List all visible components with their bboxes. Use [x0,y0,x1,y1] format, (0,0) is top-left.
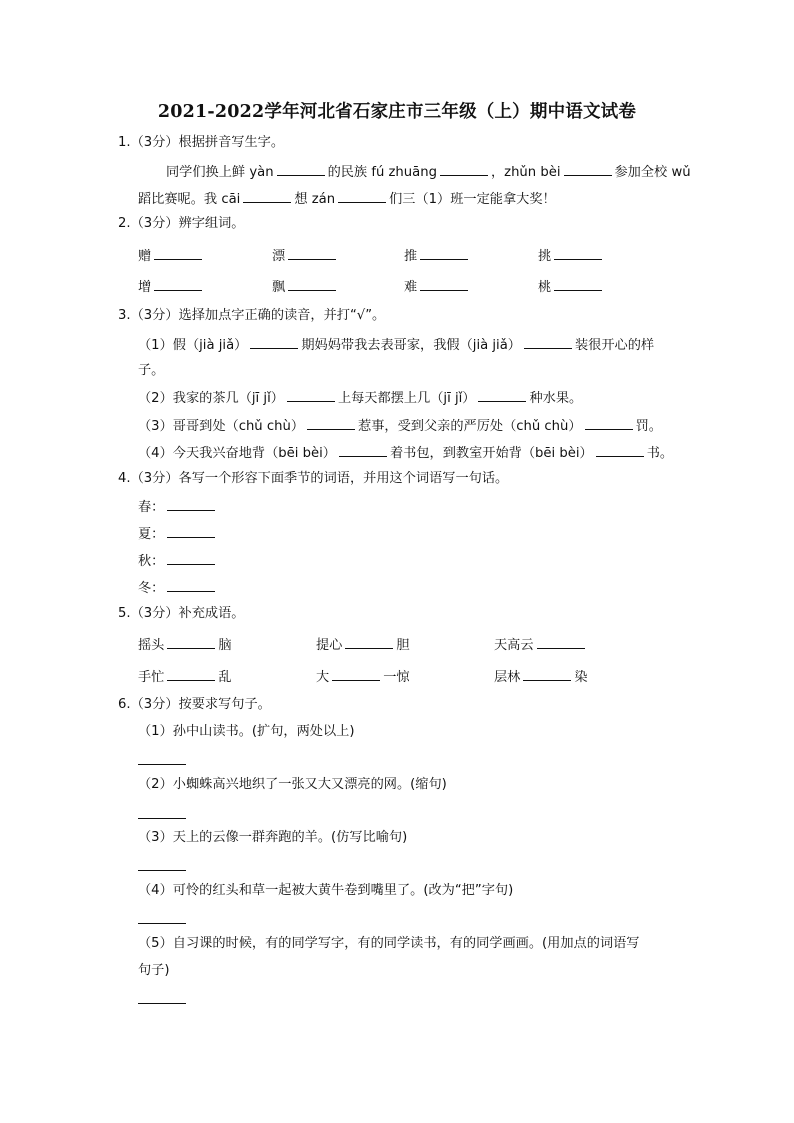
answer-blank[interactable] [420,277,468,291]
q6-task-3: （3）天上的云像一群奔跑的羊。(仿写比喻句) [138,830,408,845]
q1-text: 蹈比赛呢。我 cāi [138,192,241,207]
answer-blank[interactable] [167,667,215,681]
answer-blank[interactable] [564,162,612,176]
answer-blank[interactable] [167,635,215,649]
q2-item [272,277,339,297]
q2-heading: 2.（3分）辨字组词。 [118,216,245,231]
char: 难 [404,280,418,295]
answer-blank[interactable] [243,189,291,203]
idiom-part: 脑 [218,638,232,653]
answer-blank[interactable] [277,162,325,176]
q1-text: 同学们换上鲜 yàn [166,165,274,180]
q2-item [272,246,339,266]
answer-blank[interactable] [338,189,386,203]
answer-blank[interactable] [523,667,571,681]
answer-line[interactable] [138,869,186,871]
answer-blank[interactable] [440,162,488,176]
q3-sentence-2 [138,388,582,408]
idiom-part: 提心 [316,638,343,653]
answer-blank[interactable] [307,416,355,430]
q6-task-5-cont: 句子) [138,963,170,978]
idiom-part: 胆 [396,638,410,653]
q1-text: 们三（1）班一定能拿大奖！ [389,192,556,207]
q2-item [404,246,471,266]
char: 漂 [272,249,286,264]
answer-blank[interactable] [339,443,387,457]
q6-task-4: （4）可怜的红头和草一起被大黄牛卷到嘴里了。(改为“把”字句) [138,883,514,898]
idiom-item [494,635,588,655]
q4-heading: 4.（3分）各写一个形容下面季节的词语，并用这个词语写一句话。 [118,471,509,486]
q2-item [538,277,605,297]
q1-text: ，zhǔn bèi [490,165,561,180]
answer-blank[interactable] [554,246,602,260]
answer-blank[interactable] [596,443,644,457]
q1-line-2 [138,189,556,209]
q3-text: 种水果。 [529,391,583,406]
q4-item-summer [138,524,218,544]
season-label: 冬： [138,581,165,596]
q2-item [404,277,471,297]
answer-blank[interactable] [345,635,393,649]
answer-blank[interactable] [420,246,468,260]
q2-item [138,277,205,297]
idiom-item [494,667,588,687]
char: 增 [138,280,152,295]
q3-sentence-1-cont: 子。 [138,363,165,378]
season-label: 秋： [138,554,165,569]
q3-heading: 3.（3分）选择加点字正确的读音，并打“√”。 [118,308,386,323]
answer-line[interactable] [138,922,186,924]
char: 推 [404,249,418,264]
season-label: 夏： [138,527,165,542]
q6-task-5: （5）自习课的时候，有的同学写字，有的同学读书，有的同学画画。(用加点的词语写 [138,936,640,951]
idiom-part: 乱 [218,670,232,685]
answer-blank[interactable] [524,335,572,349]
idiom-item [138,667,232,687]
answer-blank[interactable] [167,497,215,511]
q1-line-1 [166,162,691,182]
idiom-part: 天高云 [494,638,534,653]
q6-task-2: （2）小蜘蛛高兴地织了一张又大又漂亮的网。(缩句) [138,777,447,792]
answer-blank[interactable] [167,578,215,592]
answer-blank[interactable] [554,277,602,291]
answer-line[interactable] [138,817,186,819]
q3-text: 罚。 [635,419,662,434]
q6-heading: 6.（3分）按要求写句子。 [118,697,271,712]
season-label: 春： [138,500,165,515]
idiom-part: 摇头 [138,638,165,653]
answer-blank[interactable] [478,388,526,402]
q3-text: 装很开心的样 [574,338,655,353]
q5-heading: 5.（3分）补充成语。 [118,606,245,621]
q3-text: 着书包，到教室开始背（bēi bèi） [389,446,593,461]
answer-line[interactable] [138,763,186,765]
q1-text: 想 zán [294,192,336,207]
q2-item [538,246,605,266]
q3-sentence-3 [138,416,662,436]
q3-text: 惹事，受到父亲的严厉处（chǔ chù） [358,419,582,434]
idiom-part: 大 [316,670,330,685]
q3-text: （4）今天我兴奋地背（bēi bèi） [138,446,336,461]
q3-text: （3）哥哥到处（chǔ chù） [138,419,305,434]
q4-item-winter [138,578,218,598]
q3-sentence-4 [138,443,673,463]
q2-item [138,246,205,266]
answer-blank[interactable] [287,388,335,402]
answer-blank[interactable] [288,246,336,260]
q1-heading: 1.（3分）根据拼音写生字。 [118,135,285,150]
q3-text: （2）我家的茶几（jī jǐ） [138,391,284,406]
q3-text: 期妈妈带我去表哥家，我假（jià jiǎ） [301,338,521,353]
q3-text: 上每天都摆上几（jī jǐ） [337,391,476,406]
q4-item-autumn [138,551,218,571]
char: 飘 [272,280,286,295]
char: 赠 [138,249,152,264]
answer-blank[interactable] [250,335,298,349]
char: 挑 [538,249,552,264]
char: 桃 [538,280,552,295]
answer-blank[interactable] [154,277,202,291]
answer-blank[interactable] [288,277,336,291]
q6-task-1: （1）孙中山读书。(扩句，两处以上) [138,724,355,739]
answer-blank[interactable] [154,246,202,260]
idiom-item [138,635,232,655]
answer-blank[interactable] [167,551,215,565]
idiom-item [316,635,410,655]
page-title: 2021-2022学年河北省石家庄市三年级（上）期中语文试卷 [157,102,637,122]
q3-text: 书。 [646,446,674,461]
answer-blank[interactable] [585,416,633,430]
q1-text: 的民族 fú zhuāng [327,165,437,180]
idiom-part: 层林 [494,670,521,685]
idiom-part: 染 [574,670,588,685]
answer-blank[interactable] [167,524,215,538]
q3-sentence-1 [138,335,654,355]
idiom-part: 手忙 [138,670,165,685]
answer-line[interactable] [138,1002,186,1004]
q1-text: 参加全校 wǔ [614,165,691,180]
answer-blank[interactable] [332,667,380,681]
answer-blank[interactable] [537,635,585,649]
idiom-part: 一惊 [383,670,410,685]
q4-item-spring [138,497,218,517]
idiom-item [316,667,410,687]
q3-text: （1）假（jià jiǎ） [138,338,248,353]
